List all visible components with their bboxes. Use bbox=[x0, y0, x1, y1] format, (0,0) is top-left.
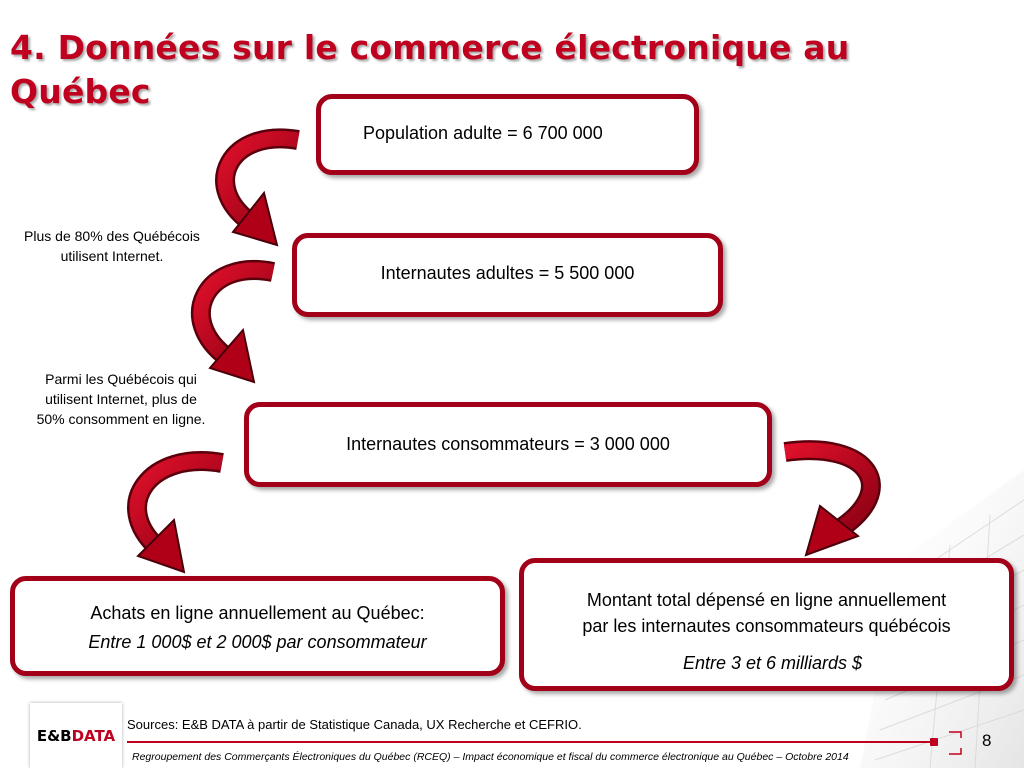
arrow-1-icon bbox=[225, 138, 298, 245]
achats-line-1: Achats en ligne annuellement au Québec: bbox=[90, 603, 425, 623]
note-consomment-line-3: 50% consomment en ligne. bbox=[36, 411, 206, 427]
internautes-box bbox=[292, 233, 723, 317]
corner-bracket-icon bbox=[947, 730, 963, 756]
consommateurs-label: Internautes consommateurs = 3 000 000 bbox=[346, 434, 670, 454]
internautes-label: Internautes adultes = 5 500 000 bbox=[380, 263, 635, 283]
footer-dot-icon bbox=[930, 738, 938, 746]
logo-suffix: DATA bbox=[71, 726, 116, 745]
eb-data-logo bbox=[30, 703, 122, 768]
arrow-3-icon bbox=[137, 461, 222, 572]
arrow-2-icon bbox=[201, 270, 273, 382]
sources-text: Sources: E&B DATA à partir de Statistique Canada, UX Recherche et CEFRIO. bbox=[127, 717, 582, 732]
population-label: Population adulte = 6 700 000 bbox=[363, 123, 603, 143]
achats-line-2: Entre 1 000$ et 2 000$ par consommateur bbox=[88, 632, 427, 652]
consommateurs-box bbox=[244, 402, 772, 487]
note-consomment-line-2: utilisent Internet, plus de bbox=[45, 391, 197, 407]
note-consomment bbox=[16, 369, 226, 429]
logo-prefix: E&B bbox=[36, 726, 72, 745]
note-internet bbox=[6, 226, 218, 266]
arrow-4-icon bbox=[785, 450, 871, 555]
page-number: 8 bbox=[982, 731, 992, 750]
note-consomment-line-1: Parmi les Québécois qui bbox=[45, 371, 197, 387]
footer-caption: Regroupement des Commerçants Électroniques du Québec (RCEQ) – Impact économique et fiscal du commerce électronique au Québec – Octobre 2014 bbox=[132, 751, 849, 763]
achats-box bbox=[10, 576, 505, 676]
note-internet-line-1: Plus de 80% des Québécois bbox=[24, 228, 200, 244]
note-internet-line-2: utilisent Internet. bbox=[60, 248, 164, 264]
montant-line-2: par les internautes consommateurs québécois bbox=[582, 616, 951, 636]
montant-line-1: Montant total dépensé en ligne annuellement bbox=[586, 590, 947, 610]
montant-box bbox=[519, 558, 1014, 691]
montant-line-3: Entre 3 et 6 milliards $ bbox=[682, 653, 863, 673]
population-box bbox=[316, 94, 699, 175]
page-title: 4. Données sur le commerce électronique au Québec bbox=[10, 28, 850, 111]
footer-divider bbox=[127, 741, 935, 743]
